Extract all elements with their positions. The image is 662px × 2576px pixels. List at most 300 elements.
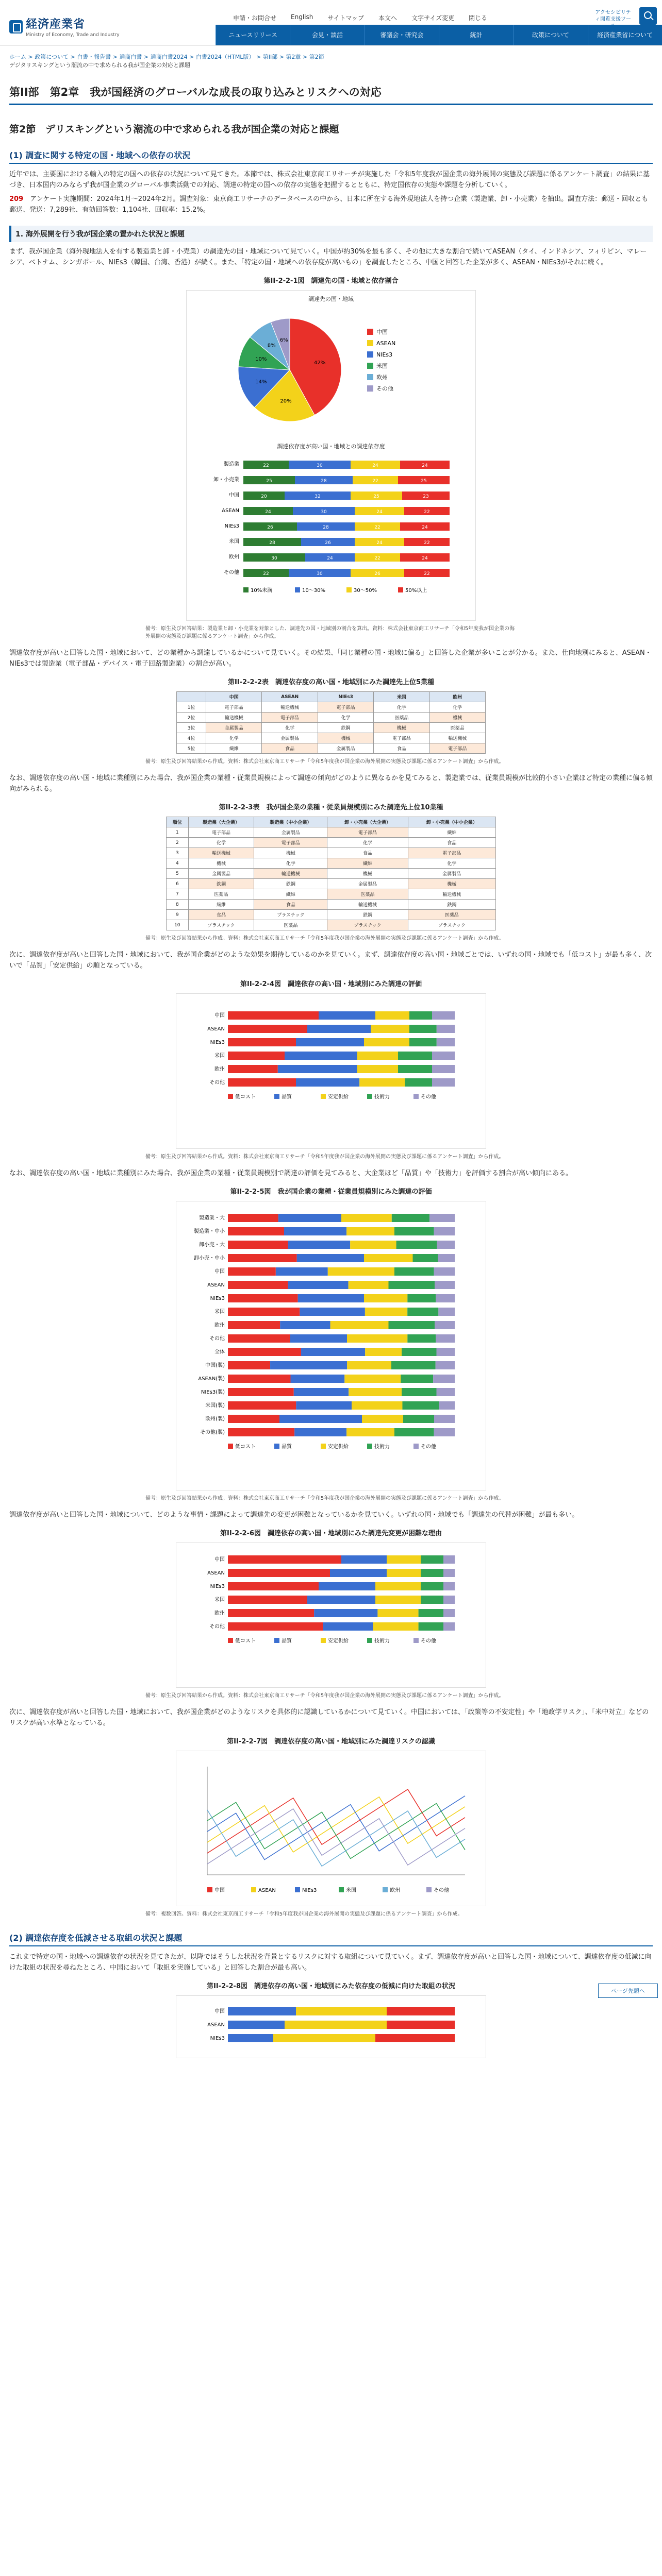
table3-cell: 鉄鋼 xyxy=(188,879,254,889)
fig5-segment-8-0 xyxy=(228,1321,280,1329)
bar-value-label-2-3: 23 xyxy=(423,494,429,499)
table3-cell: 輸送機械 xyxy=(408,889,495,900)
fig4-category-label-3: 米国 xyxy=(214,1053,225,1059)
fig7-series-line-1 xyxy=(207,1797,465,1852)
bar-value-label-5-3: 22 xyxy=(424,540,430,546)
table2-header-cell: 中国 xyxy=(206,692,262,702)
figure-1-note: 備考：原生及び回答結果：製造業と卸・小売業を対象とした、調達先の国・地域別の割合を算出。資料：株式会社東京商工リサーチ「令和5年度我が国企業の海外展開の実態及び課題に係るアンケート調査」から作成。 xyxy=(145,626,515,639)
figure-3-title: 第II-2-2-3表 我が国企業の業種・従業員規模別にみた調達先上位10業種 xyxy=(219,804,443,811)
fig5-category-label-1: 製造業・中小 xyxy=(194,1229,225,1234)
fig5-legend-label-4: その他 xyxy=(421,1444,436,1450)
fig4-category-label-0: 中国 xyxy=(214,1013,225,1019)
fig5-legend-label-0: 低コスト xyxy=(235,1444,256,1450)
table2-cell: 電子部品 xyxy=(429,743,485,754)
util-link-sitemap[interactable]: サイトマップ xyxy=(327,14,365,22)
bar-category-label-3: ASEAN xyxy=(222,508,239,514)
logo[interactable] xyxy=(9,15,120,38)
bar-legend-swatch-2 xyxy=(346,587,352,592)
pie-legend-swatch-3 xyxy=(367,363,373,369)
fig5-segment-0-2 xyxy=(341,1214,392,1222)
fig5-segment-12-2 xyxy=(344,1375,401,1383)
fig6-category-label-2: NIEs3 xyxy=(210,1584,225,1589)
bar-value-label-3-0: 24 xyxy=(265,510,271,515)
fig5-segment-0-4 xyxy=(429,1214,455,1222)
fig7-legend-swatch-5 xyxy=(426,1887,432,1892)
fig5-segment-4-3 xyxy=(394,1267,434,1276)
fig8-chart xyxy=(176,1996,486,2058)
nav-press[interactable]: 会見・談話 xyxy=(290,25,364,45)
fig5-segment-15-4 xyxy=(434,1415,455,1423)
fig5-segment-5-0 xyxy=(228,1281,288,1289)
fig4-segment-2-2 xyxy=(364,1038,409,1046)
fig4-segment-2-0 xyxy=(228,1038,296,1046)
fig4-segment-5-1 xyxy=(296,1078,359,1087)
breadcrumb-item[interactable]: 政策について xyxy=(35,54,69,60)
util-link-skip[interactable]: 本文へ xyxy=(378,14,398,22)
bar-value-label-2-1: 32 xyxy=(315,494,321,499)
section-title: 第2節 デリスキングという潮流の中で求められる我が国企業の対応と課題 xyxy=(9,124,339,135)
figure-4-note: 備考：原生及び回答結果から作成。資料：株式会社東京商工リサーチ「令和5年度我が国企業の海外展開の実態及び課題に係るアンケート調査」から作成。 xyxy=(145,1154,504,1160)
table-row xyxy=(177,713,486,723)
fig5-segment-16-1 xyxy=(294,1428,346,1436)
table3-cell: 電子部品 xyxy=(408,848,495,858)
pie-value-label-5: 6% xyxy=(279,337,288,344)
table3-cell: プラスチック xyxy=(254,910,327,920)
accessibility-tool-link[interactable]: アクセシビリティ閲覧支援ツー xyxy=(595,10,631,22)
fig5-segment-1-1 xyxy=(284,1227,346,1235)
fig6-category-label-1: ASEAN xyxy=(207,1570,225,1576)
table-row xyxy=(167,838,496,848)
fig5-segment-16-2 xyxy=(346,1428,394,1436)
bar-value-label-4-2: 22 xyxy=(374,525,380,530)
table3-cell: 繊維 xyxy=(254,889,327,900)
fig5-segment-3-3 xyxy=(413,1254,438,1262)
pie-value-label-4: 8% xyxy=(267,343,276,349)
fig4-legend-swatch-3 xyxy=(367,1094,372,1099)
fig6-segment-5-2 xyxy=(373,1622,419,1631)
fig7-series-line-0 xyxy=(207,1789,465,1853)
bar-value-label-4-1: 28 xyxy=(323,525,329,530)
figure-1 xyxy=(9,275,653,640)
nav-policy[interactable]: 政策について xyxy=(513,25,587,45)
fig7-legend-label-2: NIEs3 xyxy=(302,1888,317,1893)
fig4-chart xyxy=(176,994,486,1148)
table-row xyxy=(167,848,496,858)
paragraph-6: なお、調達依存度の高い国・地域に業種別にみた場合、我が国企業の業種・従業員規模別で調達の評価を見てみると、大企業ほど「品質」や「技術力」を評価する割合が高い傾向にある。 xyxy=(9,1170,573,1177)
table2-cell: 医薬品 xyxy=(429,723,485,733)
fig6-segment-2-2 xyxy=(375,1582,421,1590)
fig6-legend-swatch-3 xyxy=(367,1638,372,1643)
table2-header-cell: NIEs3 xyxy=(318,692,373,702)
fig4-segment-5-0 xyxy=(228,1078,296,1087)
fig4-segment-0-2 xyxy=(375,1011,409,1020)
table-row xyxy=(177,723,486,733)
bar-value-label-7-3: 22 xyxy=(424,571,430,577)
bar-legend-swatch-3 xyxy=(398,587,403,592)
figure-3 xyxy=(9,802,653,942)
table-row xyxy=(177,743,486,754)
table3-header-cell: 卸・小売業（中小企業） xyxy=(408,817,495,827)
fig5-segment-11-1 xyxy=(270,1361,347,1369)
breadcrumb-item[interactable]: 通商白書2024 xyxy=(150,54,188,60)
table3-header-cell: 製造業（大企業） xyxy=(188,817,254,827)
table2-cell: 2位 xyxy=(177,713,206,723)
paragraph-7: 調達依存度が高いと回答した国・地域について、どのような事情・課題によって調達先の変更が困難となっているかを見ていく。いずれの国・地域でも「調達先の代替が困難」が最も多い。 xyxy=(9,1511,579,1519)
table2-header-cell: 米国 xyxy=(374,692,429,702)
table3-cell: 機械 xyxy=(254,848,327,858)
breadcrumb-item[interactable]: 通商白書 xyxy=(119,54,142,60)
fig5-segment-16-3 xyxy=(394,1428,434,1436)
fig6-segment-0-1 xyxy=(341,1555,387,1564)
table3-cell: 食品 xyxy=(327,848,408,858)
table3-cell: 7 xyxy=(167,889,189,900)
fig6-chart xyxy=(176,1543,486,1687)
fig5-segment-2-3 xyxy=(396,1241,437,1249)
table3-cell: 金属製品 xyxy=(408,869,495,879)
bar-value-label-5-2: 24 xyxy=(376,540,383,546)
fig6-legend-swatch-0 xyxy=(228,1638,233,1643)
breadcrumb-item[interactable]: 第2章 xyxy=(286,54,301,60)
fig6-segment-3-4 xyxy=(443,1596,455,1604)
table2-cell: 化学 xyxy=(206,733,262,743)
breadcrumb-item[interactable]: ホーム xyxy=(9,54,26,60)
util-link-contact[interactable]: 申請・お問合せ xyxy=(233,14,277,22)
fig4-legend-label-2: 安定供給 xyxy=(328,1094,349,1100)
fig7-legend-label-3: 米国 xyxy=(346,1888,356,1893)
table3-cell: 医薬品 xyxy=(254,920,327,930)
fig6-segment-5-4 xyxy=(443,1622,455,1631)
fig5-legend-swatch-0 xyxy=(228,1444,233,1449)
table-row xyxy=(167,920,496,930)
table2-cell: 医薬品 xyxy=(374,713,429,723)
table3-header-cell: 製造業（中小企業） xyxy=(254,817,327,827)
bar-legend-swatch-1 xyxy=(295,587,300,592)
fig5-segment-9-2 xyxy=(347,1334,407,1343)
fig5-segment-12-3 xyxy=(401,1375,433,1383)
fig6-legend-label-1: 品質 xyxy=(282,1638,292,1644)
table3-cell: 輸送機械 xyxy=(188,848,254,858)
fig5-legend-label-1: 品質 xyxy=(282,1444,292,1450)
bar-value-label-6-0: 30 xyxy=(271,556,277,561)
fig8-segment-1-1 xyxy=(285,2021,387,2029)
pie-legend-label-4: 欧州 xyxy=(376,374,388,381)
figure-7-note: 備考：複数回答。資料：株式会社東京商工リサーチ「令和5年度我が国企業の海外展開の実態及び課題に係るアンケート調査」から作成。 xyxy=(145,1911,463,1917)
nav-council[interactable]: 審議会・研究会 xyxy=(365,25,439,45)
fig6-legend-label-4: その他 xyxy=(421,1638,436,1644)
fig5-category-label-8: 欧州 xyxy=(214,1323,225,1328)
back-to-top-button[interactable]: ページ先頭へ xyxy=(598,1984,658,1998)
table3-cell: 医薬品 xyxy=(188,889,254,900)
fig5-segment-14-4 xyxy=(439,1401,455,1410)
logo-subtitle: Ministry of Economy, Trade and Industry xyxy=(26,32,120,38)
table3-cell: 4 xyxy=(167,858,189,869)
fig5-category-label-2: 卸小売・大 xyxy=(199,1242,225,1248)
table2-cell: 4位 xyxy=(177,733,206,743)
table3-cell: 輸送機械 xyxy=(327,900,408,910)
table2-cell: 機械 xyxy=(374,723,429,733)
fig4-segment-1-0 xyxy=(228,1025,307,1033)
fig5-category-label-4: 中国 xyxy=(214,1269,225,1275)
nav-news[interactable]: ニュースリリース xyxy=(216,25,290,45)
bar-legend-label-1: 10〜30% xyxy=(302,588,325,594)
fig5-segment-14-0 xyxy=(228,1401,296,1410)
fig7-legend-swatch-4 xyxy=(383,1887,388,1892)
paragraph-8: 次に、調達依存度が高いと回答した国・地域において、我が国企業がどのようなリスクを具体的に認識しているかについて見ていく。中国においては、「政策等の不安定性」や「地政学リスク」、「米中対立」などのリスクが高い水準となっている。 xyxy=(9,1708,649,1727)
bar-legend-label-2: 30〜50% xyxy=(354,588,377,594)
paragraph-3: 調達依存度が高いと回答した国・地域において、どの業種から調達しているかについて見ていく。その結果、「同じ業種の国・地域に偏る」と回答した企業が多いことが分かる。また、仕向地別にみると、ASEAN・NIEs3では製造業（電子部品・デバイス・電子回路製造業）の割合が高い。 xyxy=(9,649,652,668)
table3-cell: 2 xyxy=(167,838,189,848)
logo-title: 経済産業省 xyxy=(26,18,86,31)
util-link-english[interactable]: English xyxy=(291,13,313,21)
fig6-category-label-0: 中国 xyxy=(214,1557,225,1563)
bar-value-label-0-2: 24 xyxy=(372,463,378,468)
fig5-segment-2-0 xyxy=(228,1241,288,1249)
fig5-legend-label-2: 安定供給 xyxy=(328,1444,349,1450)
fig5-category-label-6: NIEs3 xyxy=(210,1296,225,1301)
fig5-segment-0-3 xyxy=(392,1214,429,1222)
bar-category-label-0: 製造業 xyxy=(224,462,239,467)
bar-value-label-7-1: 30 xyxy=(317,571,323,577)
table2-cell: 金属製品 xyxy=(206,723,262,733)
fig6-segment-4-3 xyxy=(419,1609,443,1617)
fig5-segment-12-0 xyxy=(228,1375,291,1383)
fig5-segment-16-0 xyxy=(228,1428,294,1436)
table2-cell: 電子部品 xyxy=(262,713,318,723)
fig5-segment-13-1 xyxy=(294,1388,349,1396)
breadcrumb-item[interactable]: 第2節 xyxy=(309,54,324,60)
page-title: 第II部 第2章 我が国経済のグローバルな成長の取り込みとリスクへの対応 xyxy=(9,84,653,105)
fig5-legend-swatch-4 xyxy=(413,1444,419,1449)
table2-header-cell xyxy=(177,692,206,702)
fig5-segment-5-1 xyxy=(288,1281,349,1289)
fig6-category-label-5: その他 xyxy=(209,1624,225,1630)
table2-cell: 1位 xyxy=(177,702,206,713)
breadcrumb-item[interactable]: 第II部 xyxy=(262,54,278,60)
table3-cell: 6 xyxy=(167,879,189,889)
fig6-segment-3-0 xyxy=(228,1596,307,1604)
table-row xyxy=(167,889,496,900)
table2-cell: 電子部品 xyxy=(374,733,429,743)
bar-category-label-5: 米国 xyxy=(229,539,239,545)
fig4-segment-0-4 xyxy=(432,1011,455,1020)
table3-cell: 金属製品 xyxy=(254,827,327,838)
fig6-legend-label-2: 安定供給 xyxy=(328,1638,349,1644)
fig5-legend-label-3: 技術力 xyxy=(374,1444,390,1450)
table3-cell: 8 xyxy=(167,900,189,910)
fig5-segment-14-2 xyxy=(352,1401,402,1410)
nav-about[interactable]: 経済産業省について xyxy=(588,25,662,45)
pie-title: 調達先の国・地域 xyxy=(308,296,354,302)
fig7-legend-swatch-0 xyxy=(207,1887,212,1892)
fig4-legend-swatch-2 xyxy=(321,1094,326,1099)
fig5-segment-13-3 xyxy=(402,1388,436,1396)
fig6-segment-0-2 xyxy=(387,1555,421,1564)
table3-cell: 金属製品 xyxy=(327,879,408,889)
fig4-legend-label-0: 低コスト xyxy=(235,1094,256,1100)
fig5-segment-13-4 xyxy=(437,1388,455,1396)
fig7-legend-label-4: 欧州 xyxy=(390,1888,400,1893)
table3-cell: 電子部品 xyxy=(254,838,327,848)
bar-value-label-7-0: 22 xyxy=(263,571,269,577)
fig5-category-label-9: その他 xyxy=(209,1336,225,1342)
fig5-segment-9-4 xyxy=(436,1334,455,1343)
fig4-segment-3-2 xyxy=(357,1052,398,1060)
fig6-segment-4-0 xyxy=(228,1609,314,1617)
fig5-segment-1-4 xyxy=(434,1227,455,1235)
bar-value-label-3-1: 30 xyxy=(321,510,327,515)
fig4-legend-swatch-1 xyxy=(274,1094,279,1099)
table3-cell: 電子部品 xyxy=(188,827,254,838)
fig5-segment-8-4 xyxy=(435,1321,455,1329)
fig6-segment-0-0 xyxy=(228,1555,341,1564)
fig5-category-label-5: ASEAN xyxy=(207,1282,225,1288)
table3-cell: 電子部品 xyxy=(327,827,408,838)
breadcrumb-item[interactable]: 白書・報告書 xyxy=(77,54,111,60)
bar-value-label-5-1: 26 xyxy=(325,540,331,546)
pie-value-label-0: 42% xyxy=(313,360,326,366)
bar-category-label-7: その他 xyxy=(224,570,239,575)
meti-logo-icon xyxy=(9,20,23,33)
fig5-segment-15-0 xyxy=(228,1415,279,1423)
pie-legend-label-0: 中国 xyxy=(376,329,388,335)
survey-footnote-badge[interactable]: 209 xyxy=(9,195,24,203)
fig5-segment-1-0 xyxy=(228,1227,284,1235)
table3-cell: 3 xyxy=(167,848,189,858)
fig5-segment-10-0 xyxy=(228,1348,301,1356)
figure-8-box xyxy=(176,1995,486,2058)
bar-legend-label-3: 50%以上 xyxy=(405,588,427,594)
fig7-legend-label-1: ASEAN xyxy=(258,1888,276,1893)
table3-cell: 鉄鋼 xyxy=(254,879,327,889)
fig4-segment-4-2 xyxy=(357,1065,398,1073)
fig5-legend-swatch-1 xyxy=(274,1444,279,1449)
table2-cell: 3位 xyxy=(177,723,206,733)
fig4-segment-1-4 xyxy=(437,1025,455,1033)
fig6-segment-0-4 xyxy=(443,1555,455,1564)
fig5-segment-10-4 xyxy=(437,1348,455,1356)
table2-cell: 輸送機械 xyxy=(206,713,262,723)
figure-6-title: 第II-2-2-6図 調達依存の高い国・地域別にみた調達先変更が困難な理由 xyxy=(220,1530,442,1537)
fig6-segment-1-2 xyxy=(387,1569,421,1577)
bar-category-label-1: 卸・小売業 xyxy=(213,477,239,483)
fig4-category-label-1: ASEAN xyxy=(207,1026,225,1032)
fig5-segment-5-3 xyxy=(389,1281,435,1289)
fig8-category-label-1: ASEAN xyxy=(207,2022,225,2028)
table3-cell: 機械 xyxy=(188,858,254,869)
figure-5-note: 備考：原生及び回答結果から作成。資料：株式会社東京商工リサーチ「令和5年度我が国企業の海外展開の実態及び課題に係るアンケート調査」から作成。 xyxy=(145,1496,504,1501)
fig7-legend-swatch-2 xyxy=(295,1887,300,1892)
paragraph-9: これまで特定の国・地域への調達依存の状況を見てきたが、以降ではそうした状況を背景とするリスクに対する取組について見ていく。まず、調達依存度が高いと回答した国・地域について、調達依存度の低減に向けた取組の状況を尋ねたところ、中国において「取組を実施している」と回答した割合が最も高い。 xyxy=(9,1953,652,1972)
fig6-legend-swatch-4 xyxy=(413,1638,419,1643)
bar-legend-swatch-0 xyxy=(243,587,249,592)
table2-cell: 化学 xyxy=(262,723,318,733)
table3-cell: 化学 xyxy=(254,858,327,869)
nav-statistics[interactable]: 統計 xyxy=(439,25,513,45)
util-link-close[interactable]: 閉じる xyxy=(469,14,488,22)
table2-cell: 輸送機械 xyxy=(262,702,318,713)
heading-overseas: 1. 海外展開を行う我が国企業の置かれた状況と課題 xyxy=(9,226,653,242)
table2-cell: 電子部品 xyxy=(206,702,262,713)
table2-cell: 化学 xyxy=(318,713,373,723)
bar-value-label-5-0: 28 xyxy=(269,540,275,546)
util-link-fontsize[interactable]: 文字サイズ変更 xyxy=(411,14,455,22)
fig4-legend-label-4: その他 xyxy=(421,1094,436,1100)
table2-cell: 5位 xyxy=(177,743,206,754)
fig5-category-label-11: 中国(製) xyxy=(205,1363,225,1368)
fig5-segment-9-0 xyxy=(228,1334,290,1343)
figure-1-title: 第II-2-2-1図 調達先の国・地域と依存割合 xyxy=(263,277,399,285)
fig7-legend-label-0: 中国 xyxy=(214,1888,225,1893)
fig4-segment-1-3 xyxy=(409,1025,437,1033)
search-icon[interactable] xyxy=(639,7,657,25)
fig6-segment-5-3 xyxy=(419,1622,443,1631)
breadcrumb-item[interactable]: 白書2024（HTML版） xyxy=(195,54,255,60)
bar-category-label-6: 欧州 xyxy=(229,554,239,560)
site-header xyxy=(0,0,662,46)
table3-cell: 食品 xyxy=(254,900,327,910)
pie-value-label-1: 20% xyxy=(280,398,292,404)
table3-header-cell: 順位 xyxy=(167,817,189,827)
table2-cell: 化学 xyxy=(429,702,485,713)
fig4-segment-2-4 xyxy=(437,1038,455,1046)
table3-cell: 化学 xyxy=(327,838,408,848)
fig4-segment-4-4 xyxy=(432,1065,455,1073)
fig5-segment-6-1 xyxy=(298,1294,364,1302)
table3-cell: 1 xyxy=(167,827,189,838)
bar-value-label-1-0: 25 xyxy=(266,479,272,484)
fig4-segment-0-0 xyxy=(228,1011,319,1020)
bar-legend-label-0: 10%未満 xyxy=(251,588,273,594)
table3-cell: 機械 xyxy=(327,869,408,879)
table3-cell: 鉄鋼 xyxy=(327,910,408,920)
fig5-segment-0-0 xyxy=(228,1214,278,1222)
fig4-segment-5-3 xyxy=(405,1078,432,1087)
figure-6-box xyxy=(176,1543,486,1688)
fig8-category-label-2: NIEs3 xyxy=(210,2036,225,2041)
table2-cell: 電子部品 xyxy=(318,702,373,713)
fig6-legend-label-3: 技術力 xyxy=(374,1638,390,1644)
table-row xyxy=(167,910,496,920)
fig5-segment-6-3 xyxy=(407,1294,436,1302)
fig5-segment-15-3 xyxy=(403,1415,434,1423)
fig4-segment-1-1 xyxy=(307,1025,371,1033)
fig8-segment-0-0 xyxy=(228,2007,296,2015)
figure-4-box xyxy=(176,993,486,1149)
fig6-segment-1-4 xyxy=(443,1569,455,1577)
fig5-segment-12-4 xyxy=(433,1375,455,1383)
table3-cell: プラスチック xyxy=(327,920,408,930)
fig5-segment-11-4 xyxy=(436,1361,455,1369)
fig5-segment-6-2 xyxy=(364,1294,407,1302)
fig8-category-label-0: 中国 xyxy=(214,2009,225,2014)
fig6-segment-2-0 xyxy=(228,1582,319,1590)
fig5-segment-9-1 xyxy=(290,1334,347,1343)
fig8-segment-1-0 xyxy=(228,2021,285,2029)
fig6-segment-5-1 xyxy=(323,1622,373,1631)
table3-cell: 食品 xyxy=(408,838,495,848)
fig6-segment-3-3 xyxy=(421,1596,443,1604)
fig5-segment-5-2 xyxy=(349,1281,389,1289)
fig6-legend-label-0: 低コスト xyxy=(235,1638,256,1644)
table2-cell: 金属製品 xyxy=(318,743,373,754)
fig4-segment-0-3 xyxy=(409,1011,432,1020)
bar-value-label-7-2: 26 xyxy=(374,571,380,577)
bar-value-label-6-2: 22 xyxy=(374,556,380,561)
table3-cell: 化学 xyxy=(408,858,495,869)
fig5-segment-10-3 xyxy=(402,1348,436,1356)
paragraph-2: まず、我が国企業（海外現地法人を有する製造業と卸・小売業）の調達先の国・地域について見ていく。中国が約30%を最も多く、その他に大きな割合で続いてASEAN（タイ、インドネシア、フィリピン、マレーシア、ベトナム、シンガポール、NIEs3（韓国、台湾、香港）が続く。また、「特定の国・地域への依存度が高いもの」を調査したところ、中国と回答した企業が多く、ASEAN・NIEs3がそれに続く。 xyxy=(9,248,647,266)
fig4-segment-5-2 xyxy=(359,1078,405,1087)
